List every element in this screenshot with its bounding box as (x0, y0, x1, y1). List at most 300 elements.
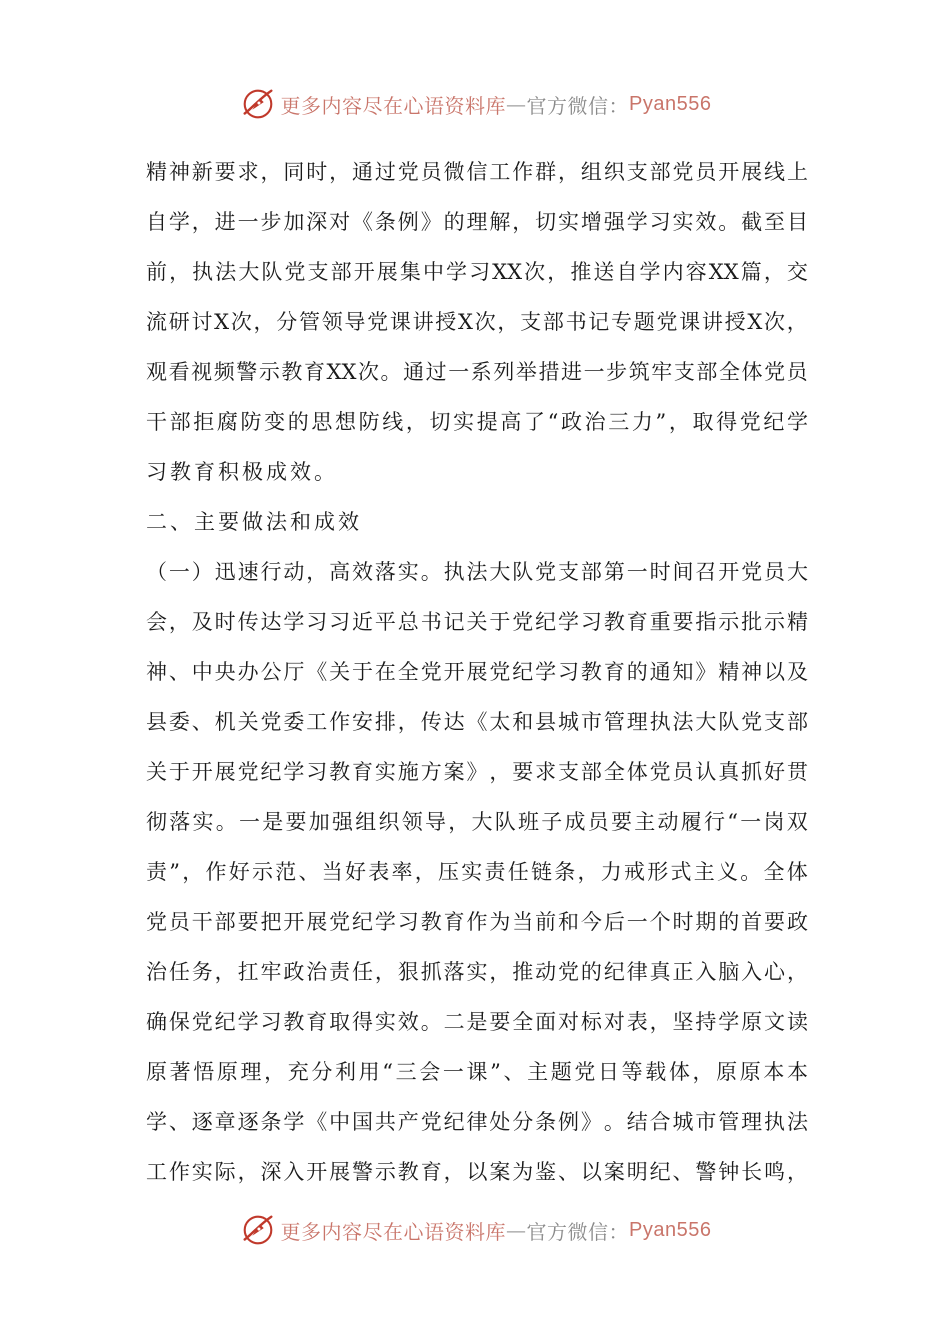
body-glyph: 极 (242, 460, 266, 484)
body-glyph: 书 (420, 610, 442, 634)
body-glyph: 处 (489, 1110, 511, 1134)
body-glyph: 钟 (718, 1160, 740, 1184)
body-glyph: ， (489, 960, 511, 984)
body-glyph: 次 (524, 260, 546, 284)
body-glyph: ， (414, 860, 436, 884)
body-glyph: 律 (466, 1110, 488, 1134)
body-glyph: 开 (718, 160, 740, 184)
body-glyph: 织 (378, 810, 400, 834)
body-glyph: 法 (786, 1110, 808, 1134)
body-glyph: 大 (489, 560, 511, 584)
body-glyph: 一 (626, 560, 648, 584)
body-glyph: 举 (515, 360, 537, 384)
body-glyph: 解 (489, 210, 511, 234)
body-glyph: 习 (146, 460, 170, 484)
body-glyph: 大 (471, 810, 493, 834)
body-glyph: 员 (786, 360, 808, 384)
body-glyph: 领 (321, 310, 343, 334)
body-glyph: 实 (397, 560, 419, 584)
body-glyph: 示 (252, 860, 273, 884)
body-glyph: 警 (695, 1160, 717, 1184)
body-glyph: 一 (442, 1060, 464, 1084)
body-glyph: 要 (512, 760, 534, 784)
body-glyph: 期 (695, 910, 717, 934)
body-glyph: 育 (443, 910, 465, 934)
body-glyph: 工 (489, 160, 511, 184)
body-glyph: 思 (311, 410, 333, 434)
body-glyph: 、 (558, 1160, 580, 1184)
body-glyph: 执 (192, 260, 214, 284)
footer-banner (0, 1210, 950, 1250)
body-glyph: 。 (603, 1110, 625, 1134)
body-glyph: 结 (626, 1110, 648, 1134)
body-glyph: 育 (194, 460, 218, 484)
body-glyph: 学 (374, 910, 396, 934)
body-glyph: ， (649, 1010, 671, 1034)
body-glyph: 城 (672, 1110, 694, 1134)
body-glyph: 党 (260, 710, 282, 734)
body-glyph: ， (237, 1160, 259, 1184)
body-glyph: 习 (469, 260, 491, 284)
body-line (146, 247, 808, 297)
body-glyph: 原 (716, 1060, 738, 1084)
body-glyph: 及 (191, 610, 213, 634)
body-glyph: 式 (670, 860, 692, 884)
body-glyph: 大 (786, 560, 808, 584)
body-glyph: 对 (603, 1010, 625, 1034)
body-glyph: 部 (786, 710, 808, 734)
body-glyph: ， (182, 860, 204, 884)
body-glyph: 开 (353, 260, 375, 284)
body-glyph: 真 (649, 960, 671, 984)
body-glyph: 研 (168, 310, 190, 334)
body-glyph: 得 (716, 410, 738, 434)
body-line (146, 947, 808, 997)
body-glyph: 脑 (718, 960, 740, 984)
body-glyph: 用 (358, 1060, 380, 1084)
body-glyph: 高 (329, 560, 351, 584)
body-glyph: 全 (763, 860, 785, 884)
body-glyph: ， (253, 310, 275, 334)
body-glyph: 治 (306, 960, 328, 984)
body-glyph: 一 (740, 810, 762, 834)
body-glyph: 体 (741, 360, 763, 384)
body-glyph: 日 (598, 1060, 619, 1084)
body-glyph: 课 (679, 310, 701, 334)
body-glyph: 求 (237, 160, 259, 184)
body-glyph: 厅 (283, 660, 305, 684)
body-glyph: 授 (435, 310, 457, 334)
body-glyph: 记 (588, 310, 610, 334)
body-glyph: 筑 (628, 360, 650, 384)
body-glyph: 育 (306, 1010, 328, 1034)
body-glyph: 效 (695, 210, 717, 234)
banner-wechat-label: 官方微信： (526, 93, 630, 118)
body-glyph: 育 (603, 660, 625, 684)
body-glyph: 》 (420, 210, 442, 234)
body-glyph: 教 (603, 610, 625, 634)
body-glyph: 实 (672, 210, 694, 234)
body-glyph: 子 (541, 810, 563, 834)
body-glyph: ， (264, 1060, 286, 1084)
body-glyph: 市 (580, 710, 602, 734)
body-glyph: 作 (512, 160, 534, 184)
body-glyph: 一 (168, 560, 190, 584)
body-line (146, 397, 808, 447)
body-glyph: 全 (512, 1010, 534, 1034)
body-glyph: 次 (230, 310, 252, 334)
body-glyph: 党 (489, 660, 511, 684)
body-glyph: 治 (584, 410, 606, 434)
body-glyph: 党 (764, 360, 786, 384)
body-glyph: 观 (146, 360, 167, 384)
body-glyph: X (214, 310, 230, 334)
body-glyph: 法 (266, 510, 290, 534)
body-glyph: 执 (764, 1110, 786, 1134)
body-glyph: 入 (283, 1160, 305, 1184)
banner-dash: — (506, 92, 527, 116)
body-glyph: 示 (718, 610, 740, 634)
body-glyph: 执 (443, 560, 465, 584)
body-glyph: 逐 (191, 1110, 213, 1134)
body-glyph: 学 (639, 260, 661, 284)
body-glyph: 和 (512, 710, 534, 734)
body-glyph: 习 (397, 910, 419, 934)
body-glyph: 压 (438, 860, 459, 884)
body-glyph: 党 (191, 1010, 213, 1034)
body-glyph: 纪 (260, 760, 282, 784)
body-glyph: 率 (391, 860, 413, 884)
body-glyph: 目 (786, 210, 808, 234)
body-glyph: 导 (425, 810, 446, 834)
body-glyph: 责 (146, 860, 167, 884)
body-glyph: 容 (685, 260, 707, 284)
body-glyph: 理 (466, 210, 488, 234)
body-glyph: 正 (672, 960, 694, 984)
body-glyph: 党 (237, 760, 259, 784)
body-glyph: 纪 (352, 910, 374, 934)
body-glyph: 作 (168, 1160, 190, 1184)
body-glyph: 义 (717, 860, 738, 884)
header-banner (0, 84, 950, 124)
body-glyph: 进 (214, 210, 236, 234)
body-glyph: 题 (550, 1060, 572, 1084)
body-glyph: 党 (329, 910, 351, 934)
body-glyph: 做 (242, 510, 266, 534)
body-glyph: 党 (649, 760, 671, 784)
body-glyph: 表 (368, 860, 390, 884)
body-glyph: 任 (168, 960, 190, 984)
body-glyph: X (747, 310, 763, 334)
body-glyph: 拒 (193, 410, 215, 434)
body-glyph: 认 (695, 760, 717, 784)
body-glyph: 平 (374, 610, 396, 634)
body-glyph: 精 (146, 160, 167, 184)
body-glyph: 动 (657, 810, 679, 834)
body-glyph: 信 (466, 160, 488, 184)
body-glyph: 原 (146, 1060, 167, 1084)
body-glyph: ， (260, 160, 282, 184)
body-glyph: XX (492, 260, 523, 284)
body-line (146, 197, 808, 247)
body-glyph: 牢 (651, 360, 673, 384)
body-glyph: 党 (512, 610, 534, 634)
body-glyph: 纪 (214, 1010, 236, 1034)
body-glyph: 课 (389, 310, 411, 334)
body-glyph: 行 (704, 810, 725, 834)
body-glyph: 文 (764, 1010, 786, 1034)
body-glyph: 教 (283, 1010, 305, 1034)
body-glyph: 。 (740, 860, 762, 884)
body-glyph: 视 (191, 360, 213, 384)
body-glyph: ， (547, 260, 569, 284)
body-glyph: 分 (311, 1060, 333, 1084)
body-glyph: 一 (448, 360, 470, 384)
body-glyph: 实 (558, 210, 580, 234)
body-glyph: 了 (524, 410, 545, 434)
body-glyph: 管 (718, 1110, 740, 1134)
body-glyph: 律 (626, 960, 648, 984)
body-glyph: 员 (587, 810, 609, 834)
body-glyph: 前 (535, 910, 557, 934)
body-glyph: 专 (611, 310, 632, 334)
body-glyph: 充 (287, 1060, 309, 1084)
body-line (146, 997, 808, 1047)
body-glyph: 送 (593, 260, 615, 284)
body-glyph: 育 (420, 1160, 442, 1184)
body-glyph: 开 (718, 560, 740, 584)
banner-main-text: 更多内容尽在心语资料库 (280, 93, 507, 118)
body-glyph: 讨 (191, 310, 213, 334)
body-glyph: 执 (649, 710, 671, 734)
body-glyph: 纪 (535, 610, 557, 634)
pen-nib-logo-icon (239, 85, 277, 123)
body-glyph: 党 (535, 560, 557, 584)
body-glyph: 习 (306, 610, 328, 634)
body-glyph: 加 (283, 210, 305, 234)
body-glyph: 加 (308, 810, 330, 834)
banner-main-text: 更多内容尽在心语资料库 (280, 1219, 507, 1244)
body-glyph: 关 (466, 610, 488, 634)
body-glyph: 利 (335, 1060, 356, 1084)
body-glyph: ， (405, 410, 427, 434)
body-glyph: 主 (634, 810, 656, 834)
body-glyph: 频 (213, 360, 235, 384)
body-glyph: 太 (489, 710, 511, 734)
body-glyph: 当 (321, 860, 343, 884)
banner-wechat-id: Pyan556 (629, 92, 712, 115)
body-glyph: 干 (146, 410, 167, 434)
body-glyph: 关 (146, 760, 167, 784)
body-glyph: 深 (306, 210, 328, 234)
body-glyph: 腐 (216, 410, 238, 434)
body-glyph: 教 (170, 460, 194, 484)
body-glyph: 想 (335, 410, 356, 434)
body-glyph: 党 (741, 560, 763, 584)
banner-wechat-label: 官方微信： (526, 1219, 630, 1244)
body-glyph: 全 (718, 360, 740, 384)
body-glyph: 》 (466, 760, 488, 784)
body-line (146, 1147, 808, 1197)
body-glyph: 步 (260, 210, 282, 234)
body-line (146, 297, 808, 347)
body-glyph: 展 (376, 260, 398, 284)
body-line (146, 147, 808, 197)
body-glyph: 得 (352, 1010, 374, 1034)
body-glyph: 。 (718, 210, 740, 234)
body-glyph: 分 (276, 310, 298, 334)
body-glyph: 线 (764, 160, 786, 184)
body-glyph: 岗 (763, 810, 785, 834)
body-glyph: 》 (580, 1110, 602, 1134)
body-glyph: ， (786, 1160, 808, 1184)
body-line (146, 597, 808, 647)
body-glyph: 党 (420, 1110, 442, 1134)
body-glyph: 展 (466, 660, 488, 684)
body-glyph: 任 (352, 960, 374, 984)
body-glyph: 讲 (701, 310, 723, 334)
body-glyph: 管 (603, 710, 625, 734)
banner-wechat-id: Pyan556 (629, 1218, 712, 1241)
body-glyph: 线 (382, 410, 404, 434)
body-glyph: 任 (507, 860, 529, 884)
body-glyph: 和 (290, 510, 314, 534)
body-glyph: ） (191, 560, 213, 584)
body-glyph: 落 (443, 960, 465, 984)
body-glyph: 的 (580, 960, 602, 984)
body-glyph: 党 (739, 410, 761, 434)
body-glyph: 以 (466, 1160, 488, 1184)
body-glyph: 强 (603, 210, 625, 234)
body-glyph: 教 (329, 760, 351, 784)
body-glyph: 首 (741, 910, 763, 934)
body-glyph: 列 (493, 360, 515, 384)
body-glyph: 是 (466, 1010, 488, 1034)
body-glyph: 党 (397, 160, 419, 184)
body-glyph: 示 (764, 610, 786, 634)
body-glyph: 系 (470, 360, 492, 384)
body-glyph: 过 (425, 360, 447, 384)
body-glyph: 链 (531, 860, 552, 884)
body-glyph: 成 (564, 810, 586, 834)
body-glyph: 部 (214, 910, 236, 934)
body-glyph: 。 (420, 560, 442, 584)
body-glyph: 记 (443, 610, 465, 634)
body-glyph: 原 (216, 1060, 238, 1084)
body-glyph: 要 (237, 910, 259, 934)
body-glyph: 批 (741, 610, 763, 634)
body-glyph: 体 (786, 860, 808, 884)
body-glyph: XX (326, 360, 357, 384)
body-glyph: 落 (374, 560, 396, 584)
body-glyph: 学 (718, 1010, 740, 1034)
body-glyph: 《 (306, 1110, 328, 1134)
body-glyph: 实 (191, 1160, 213, 1184)
body-glyph: 防 (358, 410, 380, 434)
body-glyph: 一 (239, 810, 260, 834)
body-glyph: 队 (261, 260, 283, 284)
body-glyph: 效 (290, 460, 314, 484)
body-glyph: 、 (168, 1110, 190, 1134)
body-glyph: 成 (266, 460, 290, 484)
body-glyph: 实 (192, 810, 214, 834)
body-glyph: 达 (260, 610, 282, 634)
body-glyph: 群 (535, 160, 557, 184)
body-glyph: 知 (672, 660, 694, 684)
body-glyph: 大 (695, 710, 717, 734)
body-glyph: 习 (558, 660, 580, 684)
body-glyph: 党 (672, 160, 694, 184)
body-glyph: 展 (214, 760, 236, 784)
body-line (146, 347, 808, 397)
body-glyph: 强 (332, 810, 353, 834)
body-glyph: 第 (603, 560, 625, 584)
body-glyph: 本 (763, 1060, 785, 1084)
body-glyph: 分 (512, 1110, 534, 1134)
body-glyph: 截 (741, 210, 763, 234)
body-glyph: 原 (739, 1060, 761, 1084)
body-glyph: 、 (298, 860, 320, 884)
section-heading (146, 497, 808, 547)
body-line (146, 847, 808, 897)
body-glyph: 坚 (672, 1010, 694, 1034)
body-glyph: 学 (283, 610, 305, 634)
body-glyph: 管 (298, 310, 320, 334)
body-glyph: 新 (191, 160, 213, 184)
body-glyph: 关 (237, 710, 259, 734)
body-glyph: 讲 (412, 310, 434, 334)
body-glyph: 《 (352, 210, 374, 234)
body-glyph: 支 (520, 310, 542, 334)
body-glyph: 教 (397, 1160, 419, 1184)
body-glyph: 书 (565, 310, 587, 334)
body-glyph: 一 (237, 210, 259, 234)
body-glyph: 作 (205, 860, 227, 884)
body-glyph: 安 (352, 710, 374, 734)
body-glyph: 次 (357, 360, 379, 384)
body-glyph: 纪 (443, 1110, 465, 1134)
body-glyph: 理 (626, 710, 648, 734)
body-glyph: 达 (443, 710, 465, 734)
body-glyph: ， (668, 410, 690, 434)
body-glyph: 市 (695, 1110, 717, 1134)
body-glyph: 中 (329, 1110, 351, 1134)
body-glyph: 育 (626, 610, 648, 634)
body-glyph: 动 (535, 960, 557, 984)
body-glyph: 表 (626, 1010, 648, 1034)
body-glyph: 戒 (624, 860, 645, 884)
body-glyph: 展 (741, 160, 763, 184)
body-glyph: 产 (397, 1110, 419, 1134)
body-glyph: 效 (338, 510, 362, 534)
body-glyph: 、 (672, 1160, 694, 1184)
body-glyph: 组 (580, 160, 602, 184)
body-glyph: 于 (168, 760, 190, 784)
body-glyph: 精 (718, 660, 740, 684)
body-glyph: 习 (306, 760, 328, 784)
body-line (146, 697, 808, 747)
body-glyph: 通 (403, 360, 425, 384)
body-glyph: ， (512, 210, 534, 234)
body-glyph: 抓 (420, 960, 442, 984)
body-glyph: 支 (558, 760, 580, 784)
body-glyph: 取 (692, 410, 714, 434)
body-glyph: 实 (461, 860, 483, 884)
body-glyph: 全 (603, 760, 625, 784)
body-glyph: 理 (240, 1060, 262, 1084)
body-glyph: 。 (380, 360, 402, 384)
body-glyph: 近 (352, 610, 374, 634)
